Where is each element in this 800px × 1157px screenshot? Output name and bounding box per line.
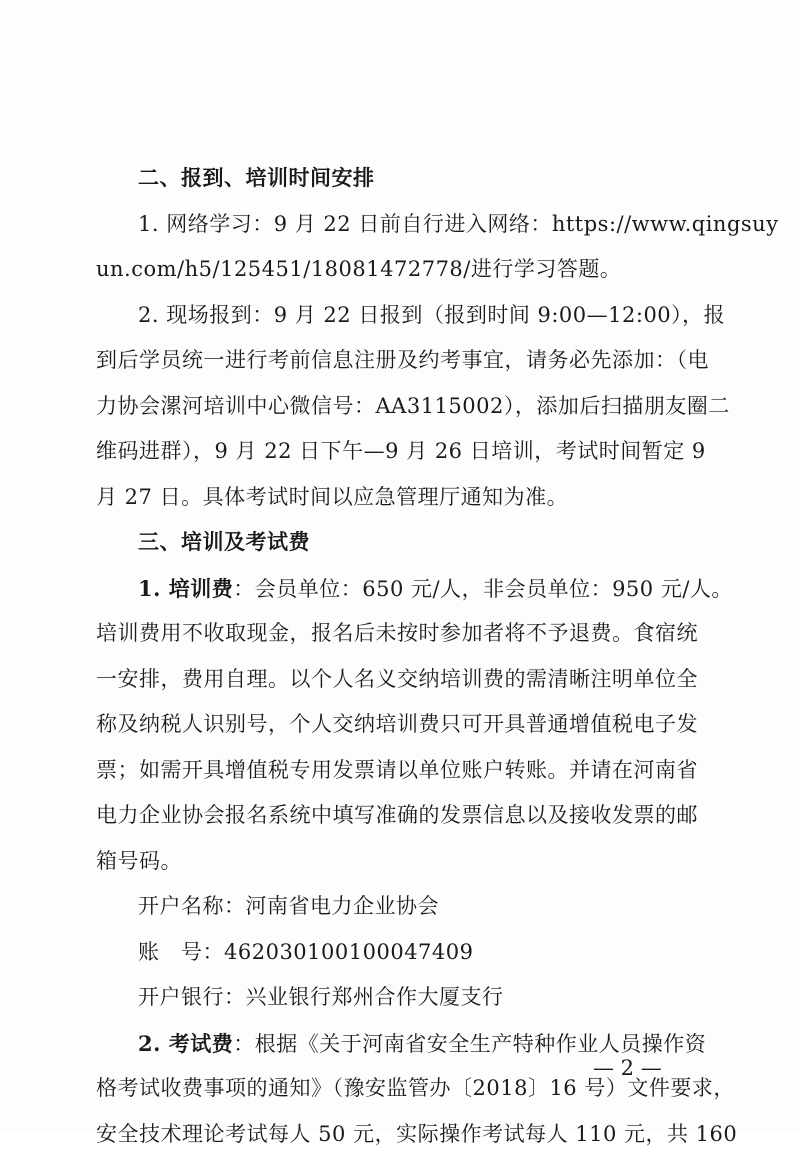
paragraph-exam-fee-line-2: 格考试收费事项的通知》（豫安监管办〔2018〕16 号）文件要求，	[96, 1066, 690, 1112]
page-number: — 2 —	[593, 1056, 662, 1080]
paragraph-training-fee-line-3: 一安排，费用自理。以个人名义交纳培训费的需清晰注明单位全	[96, 657, 690, 703]
paragraph-online-study-line-2: un.com/h5/125451/18081472778/进行学习答题。	[96, 247, 690, 293]
account-number: 账 号：462030100100047409	[96, 930, 690, 976]
paragraph-training-fee-line-6: 电力企业协会报名系统中填写准确的发票信息以及接收发票的邮	[96, 793, 690, 839]
paragraph-onsite-report-line-5: 月 27 日。具体考试时间以应急管理厅通知为准。	[96, 475, 690, 521]
paragraph-training-fee-line-1	[96, 566, 690, 612]
paragraph-onsite-report-line-1: 2. 现场报到：9 月 22 日报到（报到时间 9:00—12:00），报	[96, 293, 690, 339]
document-body	[96, 156, 690, 1157]
exam-fee-line-1-text: ：根据《关于河南省安全生产特种作业人员操作资	[233, 1032, 706, 1056]
paragraph-onsite-report-line-2: 到后学员统一进行考前信息注册及约考事宜，请务必先添加：（电	[96, 338, 690, 384]
section-3-heading: 三、培训及考试费	[96, 520, 690, 566]
section-2-heading: 二、报到、培训时间安排	[96, 156, 690, 202]
paragraph-onsite-report-line-3: 力协会漯河培训中心微信号：AA3115002），添加后扫描朋友圈二	[96, 384, 690, 430]
paragraph-training-fee-line-4: 称及纳税人识别号，个人交纳培训费只可开具普通增值税电子发	[96, 702, 690, 748]
paragraph-onsite-report-line-4: 维码进群），9 月 22 日下午—9 月 26 日培训，考试时间暂定 9	[96, 429, 690, 475]
training-fee-line-1-text: ：会员单位：650 元/人，非会员单位：950 元/人。	[233, 577, 733, 601]
paragraph-online-study-line-1: 1. 网络学习：9 月 22 日前自行进入网络：https://www.qingsuy	[96, 202, 690, 248]
paragraph-exam-fee-line-3: 安全技术理论考试每人 50 元，实际操作考试每人 110 元，共 160	[96, 1112, 690, 1157]
paragraph-training-fee-line-2: 培训费用不收取现金，报名后未按时参加者将不予退费。食宿统	[96, 611, 690, 657]
paragraph-training-fee-line-5: 票；如需开具增值税专用发票请以单位账户转账。并请在河南省	[96, 748, 690, 794]
paragraph-training-fee-line-7: 箱号码。	[96, 839, 690, 885]
account-bank: 开户银行：兴业银行郑州合作大厦支行	[96, 975, 690, 1021]
training-fee-label: 1. 培训费	[138, 576, 233, 601]
exam-fee-label: 2. 考试费	[138, 1031, 233, 1056]
account-name: 开户名称：河南省电力企业协会	[96, 884, 690, 930]
